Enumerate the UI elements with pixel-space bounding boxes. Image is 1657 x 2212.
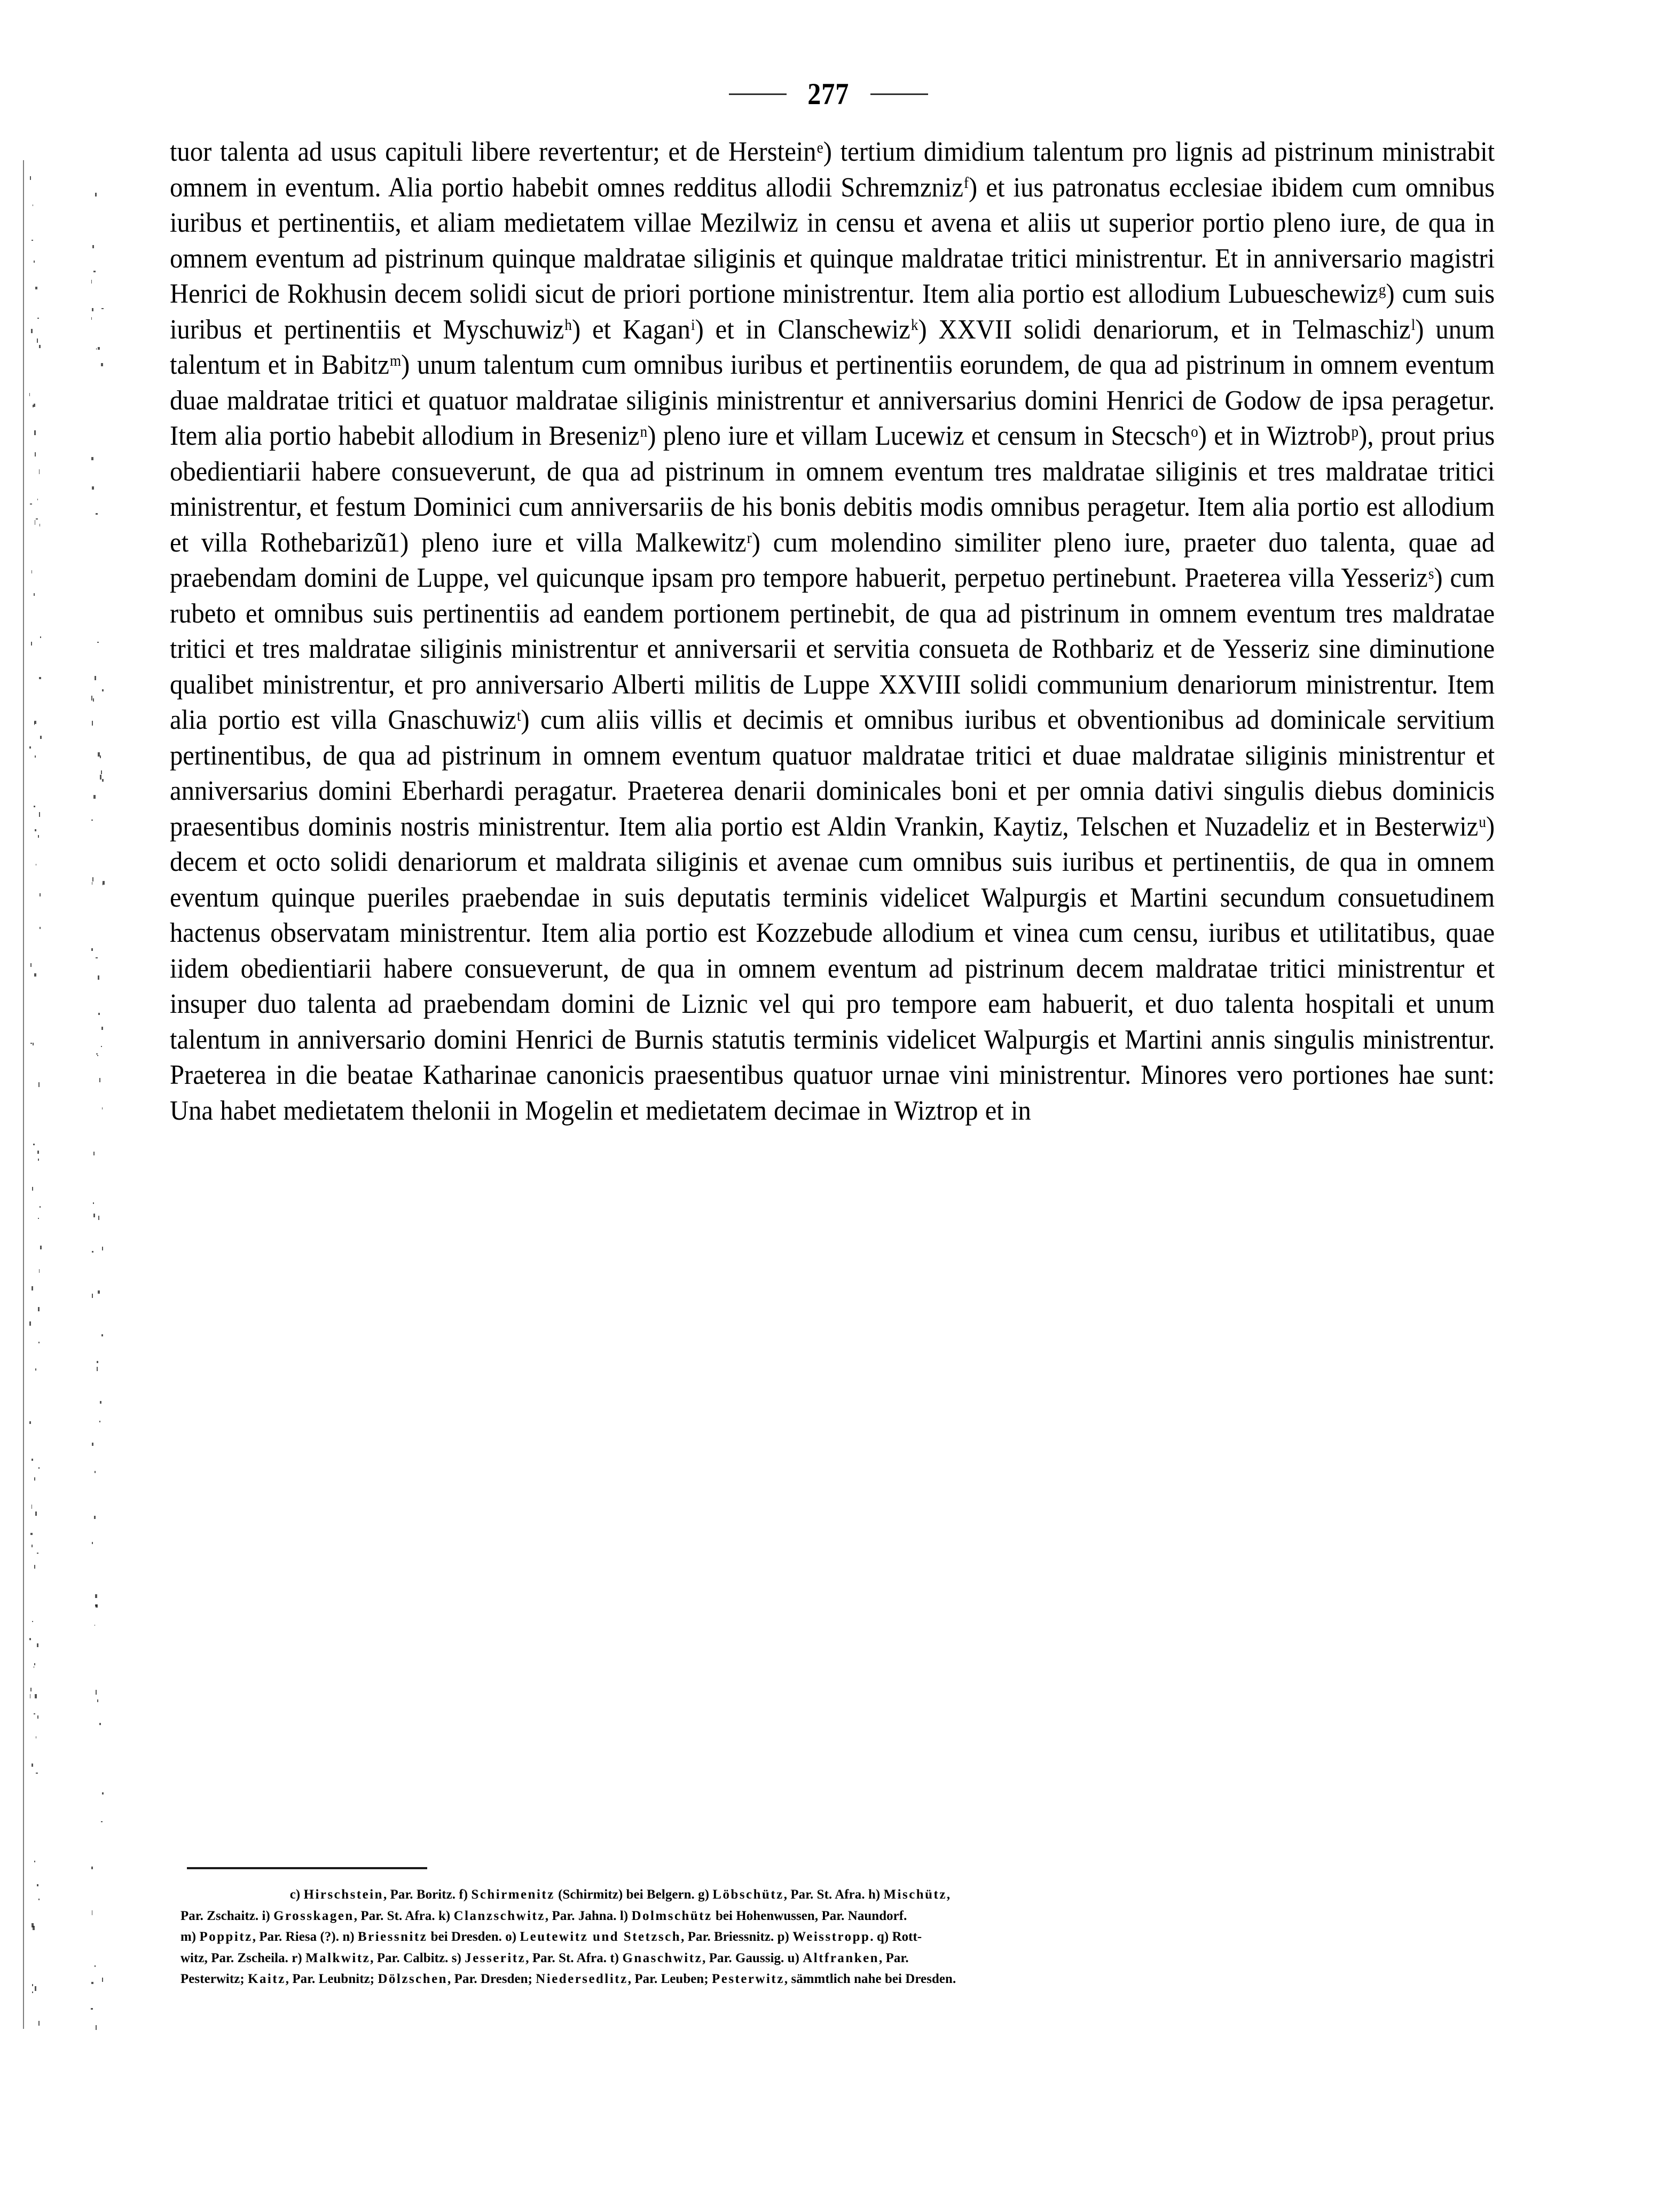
footnote-text: , Par. Leuben; — [627, 1971, 712, 1986]
footnote-line — [180, 1947, 1451, 1969]
footnote-marker: l — [1411, 317, 1416, 334]
footnote-placename: Dolmschütz — [631, 1907, 712, 1923]
footnote-line — [180, 1884, 1451, 1905]
footnote-text: , Par. Jahna. l) — [545, 1907, 632, 1923]
footnote-text: , Par. Calbitz. s) — [370, 1949, 465, 1965]
footnote-text: , Par. — [879, 1949, 909, 1965]
footnote-placename: Altfranken — [803, 1949, 879, 1965]
head-rule-left — [729, 93, 787, 95]
footnote-line — [180, 1968, 1451, 1989]
footnote-text: , — [946, 1886, 951, 1902]
footnote-placename: Gnaschwitz — [622, 1949, 703, 1965]
footnote-placename: Kaitz — [248, 1971, 286, 1986]
footnote-marker: n — [640, 423, 648, 440]
body-text-block — [170, 135, 1494, 1129]
footnote-line — [180, 1926, 1451, 1947]
footnote-placename: Briessnitz — [358, 1928, 428, 1944]
footnote-placename: Leutewitz und Stetzsch — [520, 1928, 681, 1944]
footnote-text: , Par. St. Afra. t) — [525, 1949, 623, 1965]
footnote-text: , Par. Briessnitz. p) — [681, 1928, 793, 1944]
footnote-separator-rule — [187, 1867, 427, 1869]
footnote-placename: Clanzschwitz — [453, 1907, 545, 1923]
footnote-placename: Löbschütz — [712, 1886, 784, 1902]
footnote-text: . q) — [870, 1928, 892, 1944]
body-paragraph: tuor talenta ad usus capituli libere revertentur; et de Herstein$^e$) tertium dimidium talentum pro lignis ad pistrinum ministrabit omnem in eventum. Alia portio habebit omnes redditus allodii Schremzniz$^f$) et ius patronatus ecclesiae ibidem cum omnibus iuribus et pertinentiis, et aliam medietatem villae Mezilwiz in censu et avena et aliis ut superior portio pleno iure, de qua in omnem eventum ad pistrinum quinque maldratae siliginis et quinque maldratae tritici ministrentur. Et in anniversario magistri Henrici de Rokhusin decem solidi sicut de priori portione ministrentur. Item alia portio est allodium Lubueschewiz$^g$) cum suis iuribus et pertinentiis et Myschuwiz$^h$) et Kagan$^i$) et in Clanschewiz$^k$) XXVII solidi denariorum, et in Telmaschiz$^l$) unum talentum et in Babitz$^m$) unum talentum cum omnibus iuribus et pertinentiis eorundem, de qua ad pistrinum in omnem eventum duae maldratae tritici et quatuor maldratae siliginis ministrentur et anniversarius domini Henrici de Godow de ipsa peragetur. Item alia portio habebit allodium in Breseniz$^n$) pleno iure et villam Lucewiz et censum in Stecsch$^o$) et in Wiztrob$^p$), prout prius obedientiarii habere consueverunt, de qua ad pistrinum in omnem eventum tres maldratae siliginis et tres maldratae tritici ministrentur, et festum Dominici cum anniversariis de his bonis debitis modis omnibus peragetur. Item alia portio est allodium et villa Rothebarizũ1) pleno iure et villa Malkewitz$^r$) cum molendino similiter pleno iure, praeter duo talenta, quae ad praebendam domini de Luppe, vel quicunque ipsam pro tempore habuerit, perpetuo pertinebunt. Praeterea villa Yesseriz$^s$) cum rubeto et omnibus suis pertinentiis ad eandem portionem pertinebit, de qua ad pistrinum in omnem eventum tres maldratae tritici et tres maldratae siliginis ministrentur et anniversarii et servitia consueta de Rothbariz et de Yesseriz sine diminutione qualibet ministrentur, et pro anniversario Alberti militis de Luppe XXVIII solidi communium denariorum ministrentur. Item alia portio est villa Gnaschuwiz$^t$) cum aliis villis et decimis et omnibus iuribus et obventionibus ad dominicale servitium pertinentibus, de qua ad pistrinum in omnem eventum quatuor maldratae tritici et duae maldratae siliginis ministrentur et anniversarius domini Eberhardi peragatur. Praeterea denarii dominicales boni et per omnia dativi singulis diebus dominicis praesentibus dominis nostris ministrentur. Item alia portio est Aldin Vrankin, Kaytiz, Telschen et Nuzadeliz et in Besterwiz$^u$) decem et octo solidi denariorum et maldrata siliginis et avenae cum omnibus suis iuribus et pertinentiis, de qua in omnem eventum quinque pueriles praebendae in suis deputatis terminis videlicet Walpurgis et Martini secundum consuetudinem hactenus observatam ministrentur. Item alia portio est Kozzebude allodium et vinea cum censu, iuribus et utilitatibus, quae iidem obedientiarii habere consueverunt, de qua in omnem eventum ad pistrinum decem maldratae tritici ministrentur et insuper duo talenta ad praebendam domini de Liznic vel qui pro tempore eam habuerit, et duo talenta hospitali et unum talentum in anniversario domini Henrici de Burnis statutis terminis videlicet Walpurgis et Martini annis singulis ministrentur. Praeterea in die beatae Katharinae canonicis praesentibus quatuor urnae vini ministrentur. Minores vero portiones hae sunt: Una habet medietatem thelonii in Mogelin et medietatem decimae in Wiztrop et in — [170, 137, 1495, 1126]
footnote-marker: r — [747, 530, 752, 547]
footnote-marker: i — [691, 317, 695, 334]
footnote-text: witz — [180, 1949, 205, 1965]
footnote-marker: e — [816, 139, 823, 156]
head-rule-right — [870, 93, 928, 95]
footnote-text: , Par. Gaussig. u) — [702, 1949, 803, 1965]
footnote-text: bei Dresden. o) — [427, 1928, 520, 1944]
footnote-marker: f — [963, 175, 969, 192]
footnote-marker: h — [564, 317, 572, 334]
footnote-placename: Malkwitz — [305, 1949, 371, 1965]
footnote-text: bei Hohenwussen, Par. Naundorf. — [712, 1907, 907, 1923]
footnote-text: , sämmtlich nahe bei Dresden. — [784, 1971, 956, 1986]
footnote-marker: t — [516, 707, 521, 725]
footnote-placename: Niedersedlitz — [536, 1971, 628, 1986]
footnote-text: , Par. Zscheila. r) — [204, 1949, 306, 1965]
scan-gutter-artifact — [23, 160, 24, 2029]
footnote-text: , Par. Boritz. f) — [383, 1886, 472, 1902]
footnote-text: , Par. St. Afra. h) — [783, 1886, 884, 1902]
footnote-text: Pesterwitz; — [180, 1971, 248, 1986]
footnote-marker: g — [1378, 281, 1386, 298]
footnote-text: (Schirmitz) bei Belgern. g) — [554, 1886, 713, 1902]
footnote-text: m) — [180, 1928, 200, 1944]
footnote-marker: p — [1351, 423, 1359, 440]
footnote-placename: Weisstropp — [792, 1928, 870, 1944]
footnote-marker: k — [910, 317, 918, 334]
footnote-placename: Mischütz — [883, 1886, 947, 1902]
footnote-text: Rott- — [892, 1928, 922, 1944]
footnote-line — [180, 1905, 1451, 1926]
footnote-text: , Par. Dresden; — [447, 1971, 536, 1986]
footnote-marker: s — [1428, 565, 1434, 582]
footnote-marker: o — [1191, 423, 1198, 440]
footnote-text: Par. Zschaitz. i) — [180, 1907, 274, 1923]
footnote-marker: m — [389, 352, 402, 369]
footnote-placename: Grosskagen — [273, 1907, 354, 1923]
footnote-placename: Poppitz — [199, 1928, 253, 1944]
running-head — [0, 79, 1657, 109]
footnote-placename: Hirschstein — [303, 1886, 384, 1902]
footnote-text: c) — [289, 1886, 304, 1902]
footnote-text: , Par. St. Afra. k) — [354, 1907, 454, 1923]
page-number: 277 — [807, 77, 850, 111]
footnote-placename: Schirmenitz — [471, 1886, 555, 1902]
footnote-marker: u — [1479, 814, 1486, 831]
footnote-placename: Jesseritz — [465, 1949, 526, 1965]
footnote-placename: Dölzschen — [378, 1971, 448, 1986]
footnote-block — [180, 1884, 1483, 1989]
footnote-placename: Pesterwitz — [712, 1971, 784, 1986]
footnote-text: , Par. Leubnitz; — [285, 1971, 378, 1986]
footnote-text: , Par. Riesa (?). n) — [252, 1928, 358, 1944]
